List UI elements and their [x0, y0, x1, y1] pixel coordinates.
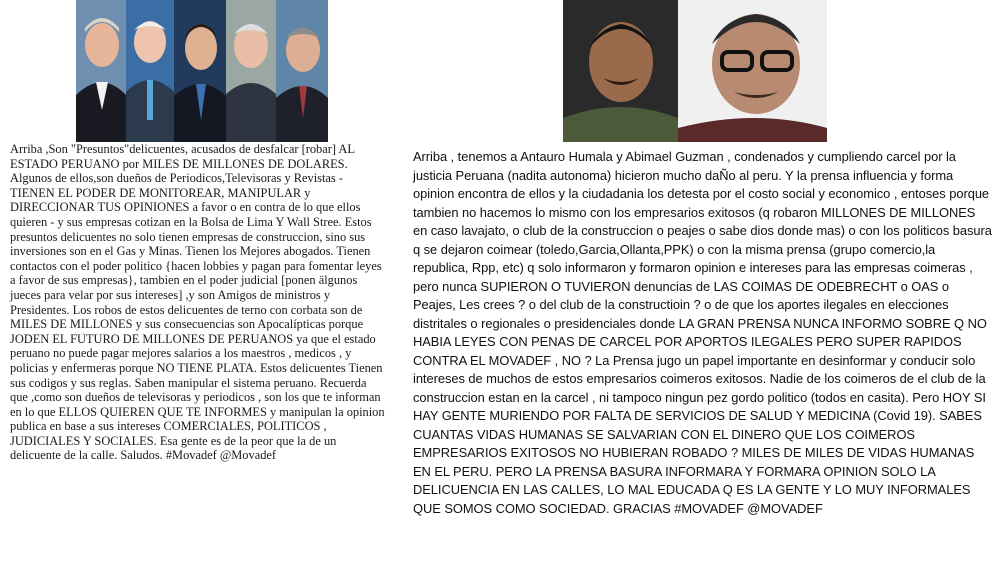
portrait-man-5 [276, 0, 328, 142]
portrait-antauro-humala [563, 0, 678, 142]
right-photo-collage [563, 0, 827, 142]
right-caption: Arriba , tenemos a Antauro Humala y Abimael Guzman , condenados y cumpliendo carcel por la justicia Peruana (nadita autonoma) hicieron mucho daÑo al peru. Y la prensa influencia y forma opinion encontra de ellos y la ciudadania los detesta por el costo social y economico , entoses porque tambien no hacemos lo mismo con los empresarios exitosos (q robaron MILLONES DE MILLONES en caso lavajato, o club de la construccion o peajes o sabe dios donde mas) o con los politicos basura q se dejaron coimear (toledo,Garcia,Ollanta,PPK) o con la misma prensa (grupo comercio,la republica, Rpp, etc) q solo informaron y formaron opinion e intereses para las empresas coimeras , pero nunca SUPIERON O TUVIERON denuncias de LAS COIMAS DE ODEBRECHT o OAS o Peajes, Les crees ? o del club de la constructioin ? o de que los aportes ilegales en elecciones distritales o regionales o presidenciales donde LA GRAN PRENSA NUNCA INFORMO SOBRE Q NO HABIA LEYES CON PENAS DE CARCEL POR APORTOS ILEGALES PERO SUPER RAPIDOS CONTRA EL MOVADEF , NO ? La Prensa jugo un papel importante en desinformar y conducir solo intereses de muchos de estos empresarios coimeros exitosos. Nadie de los coimeros de el club de la construccion estan en la carcel , ni tampoco ningun pez gordo politico (todos en casita). Pero HOY SI HAY GENTE MURIENDO POR FALTA DE SERVICIOS DE SALUD Y MEDICINA (Covid 19). SABES CUANTAS VIDAS HUMANAS SE SALVARIAN CON EL DINERO QUE LOS COIMEROS EMPRESARIOS EXITOSOS NO HUBIERAN ROBADO ? MILES DE MILES DE VIDAS HUMANAS EN EL PERU. PERO LA PRENSA BASURA INFORMARA Y FORMARA OPINION SOLO LA DELICUENCIA EN LAS CALLES, LO MAL EDUCADA Q ES LA GENTE Y LO MUY INFORMALES QUE SOMOS COMO SOCIEDAD. GRACIAS #MOVADEF @MOVADEF [413, 149, 992, 516]
left-caption: Arriba ,Son "Presuntos"delicuentes, acusados de desfalcar [robar] AL ESTADO PERUANO por MILES DE MILLONES DE DOLARES. Algunos de ellos,son dueños de Periodicos,Televisoras y Revistas - TIENEN EL PODER DE MONITOREAR, MANIPULAR y DIRECCIONAR TUS OPINIONES a favor o en contra de lo que ellos quieren - y sus empresas cotizan en la Bolsa de Lima Y Wall Stree. Estos presuntos delicuentes no solo tienen empresas de construccion, sino sus inversiones son en el Gas y Minas. Tienen los Mejores abogados. Tienen contactos con el poder politico {hacen lobbies y pagan para fomentar leyes a favor de sus empresas}, tambien en el poder judicial [ponen älgunos jueces para velar por sus intereses] ,y son Amigos de ministros y Presidentes. Los robos de estos delicuentes de terno con corbata son de MILES DE MILLONES y sus consecuencias son Apocalípticas porque JODEN EL FUTURO DE MILLONES DE PERUANOS ya que el estado peruano no puede pagar mejores salarios a los maestros , medicos , y policias y enfermeras porque NO TIENE PLATA. Estos delicuentes Tienen sus codigos y sus reglas. Saben manipular el sistema peruano. Recuerda que ,como son dueños de televisoras y periodicos , son los que te informan en lo que ELLOS QUIEREN QUE TE INFORMES y manipulan la opinion publica en base a sus intereses COMERCIALES, POLITICOS , JUDICIALES Y SOCIALES. Esa gente es de la peor que la de un delicuente de la calle. Saludos. #Movadef @Movadef [10, 142, 385, 463]
portrait-man-2 [126, 0, 174, 142]
portrait-man-1 [76, 0, 126, 142]
left-photo-collage [76, 0, 328, 142]
portrait-man-3 [174, 0, 226, 142]
portrait-abimael-guzman [678, 0, 827, 142]
portrait-man-4 [226, 0, 276, 142]
